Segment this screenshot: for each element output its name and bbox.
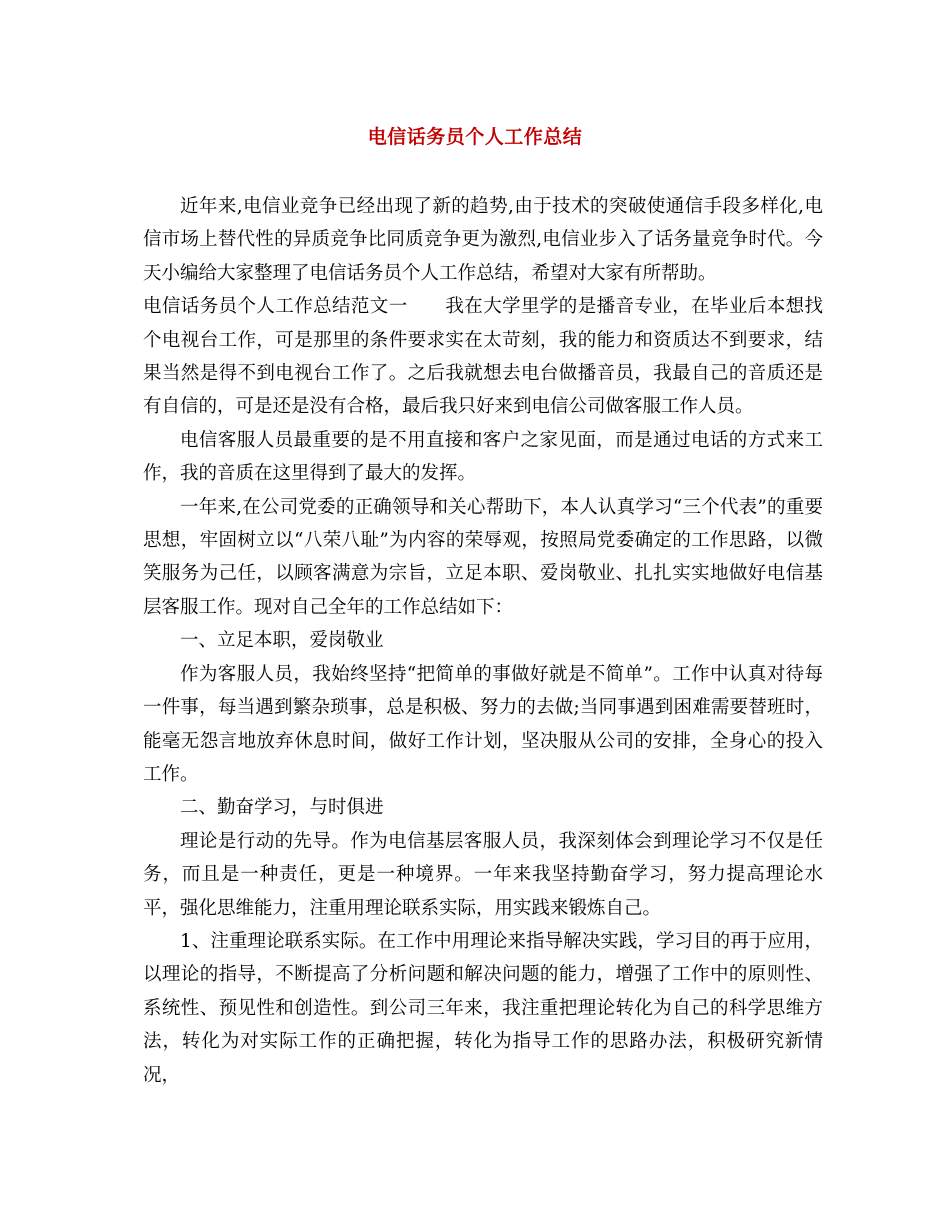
paragraph-customer-service: 电信客服人员最重要的是不用直接和客户之家见面，而是通过电话的方式来工作，我的音质在这里得到了最大的发挥。 <box>143 429 823 485</box>
paragraph-section-one: 作为客服人员，我始终坚持“把简单的事做好就是不简单”。工作中认真对待每一件事，每当遇到繁杂琐事，总是积极、努力的去做;当同事遇到困难需要替班时，能毫无怨言地放弃休息时间，做好工作计划，坚决服从公司的安排，全身心的投入工作。 <box>143 663 823 785</box>
document-body <box>143 190 823 1092</box>
section-heading-two: 二、勤奋学习，与时俱进 <box>180 797 384 819</box>
paragraph-point-one: 1、注重理论联系实际。在工作中用理论来指导解决实践，学习目的再于应用，以理论的指导，不断提高了分析问题和解决问题的能力，增强了工作中的原则性、系统性、预见性和创造性。到公司三年来，我注重把理论转化为自己的科学思维方法，转化为对实际工作的正确把握，转化为指导工作的思路办法，积极研究新情况， <box>143 930 823 1086</box>
paragraph-sample-one: 电信话务员个人工作总结范文一 我在大学里学的是播音专业，在毕业后本想找个电视台工作，可是那里的条件要求实在太苛刻，我的能力和资质达不到要求，结果当然是得不到电视台工作了。之后我就想去电台做播音员，我最自己的音质还是有自信的，可是还是没有合格，最后我只好来到电信公司做客服工作人员。 <box>143 296 823 418</box>
paragraph-intro: 近年来,电信业竞争已经出现了新的趋势,由于技术的突破使通信手段多样化,电信市场上替代性的异质竞争比同质竞争更为激烈,电信业步入了话务量竞争时代。今天小编给大家整理了电信话务员个人工作总结，希望对大家有所帮助。 <box>143 196 823 284</box>
paragraph-section-two: 理论是行动的先导。作为电信基层客服人员，我深刻体会到理论学习不仅是任务，而且是一种责任，更是一种境界。一年来我坚持勤奋学习，努力提高理论水平，强化思维能力，注重用理论联系实际，用实践来锻炼自己。 <box>143 830 823 919</box>
document-title: 电信话务员个人工作总结 <box>367 126 583 148</box>
section-heading-one: 一、立足本职，爱岗敬业 <box>180 630 384 652</box>
paragraph-year-summary: 一年来,在公司党委的正确领导和关心帮助下，本人认真学习“三个代表”的重要思想，牢固树立以“八荣八耻”为内容的荣辱观，按照局党委确定的工作思路，以微笑服务为己任，以顾客满意为宗旨，立足本职、爱岗敬业、扎扎实实地做好电信基层客服工作。现对自己全年的工作总结如下： <box>143 496 823 618</box>
